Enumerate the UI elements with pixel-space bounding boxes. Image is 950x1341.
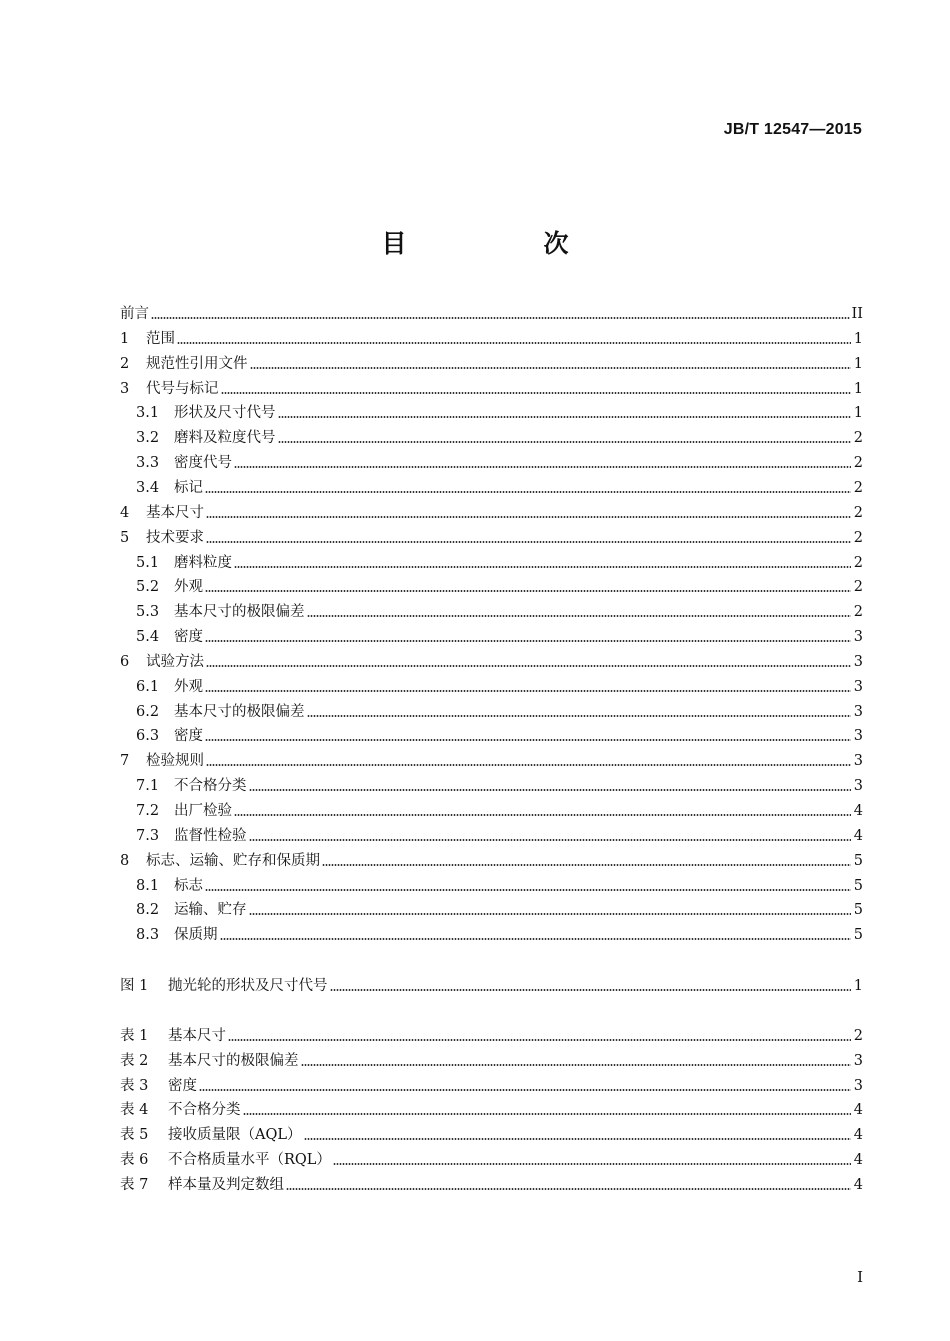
toc-entry[interactable] xyxy=(136,676,863,696)
entry-page-number: 3 xyxy=(853,704,863,720)
dot-leader xyxy=(205,640,851,642)
table-entry[interactable] xyxy=(120,1075,863,1095)
entry-title: 基本尺寸的极限偏差 xyxy=(168,1053,299,1069)
entry-page-number: 2 xyxy=(853,604,863,620)
entry-page-number: 5 xyxy=(853,853,863,869)
dot-leader xyxy=(278,416,852,418)
dot-leader xyxy=(301,1064,852,1066)
entry-page-number: 2 xyxy=(853,530,863,546)
entry-page-number: 3 xyxy=(853,778,863,794)
entry-title: 不合格质量水平（RQL） xyxy=(168,1152,331,1168)
entry-page-number: 4 xyxy=(853,803,863,819)
dot-leader xyxy=(206,516,851,518)
entry-page-number: 2 xyxy=(853,1028,863,1044)
entry-title: 技术要求 xyxy=(146,530,204,546)
dot-leader xyxy=(234,814,851,816)
dot-leader xyxy=(249,913,852,915)
toc-entry[interactable] xyxy=(136,800,863,820)
entry-title: 接收质量限（AQL） xyxy=(168,1127,302,1143)
dot-leader xyxy=(205,491,851,493)
toc-entry[interactable] xyxy=(136,552,863,572)
toc-entry[interactable] xyxy=(136,477,863,497)
entry-page-number: 3 xyxy=(853,679,863,695)
dot-leader xyxy=(278,441,852,443)
toc-entry[interactable] xyxy=(136,825,863,845)
entry-page-number: 3 xyxy=(853,1078,863,1094)
entry-title: 标记 xyxy=(174,480,203,496)
entry-number: 8.1 xyxy=(136,878,160,894)
entry-page-number: 2 xyxy=(853,480,863,496)
entry-title: 形状及尺寸代号 xyxy=(174,405,276,421)
entry-title: 基本尺寸 xyxy=(168,1028,226,1044)
entry-title: 基本尺寸的极限偏差 xyxy=(174,604,305,620)
dot-leader xyxy=(307,615,852,617)
toc-entry[interactable] xyxy=(136,701,863,721)
entry-number: 1 xyxy=(120,331,130,347)
entry-number: 6.1 xyxy=(136,679,160,695)
entry-title: 监督性检验 xyxy=(174,828,247,844)
toc-entry[interactable] xyxy=(136,427,863,447)
page-title: 目 次 xyxy=(381,229,625,258)
toc-entry[interactable] xyxy=(136,899,863,919)
entry-number: 表 5 xyxy=(120,1127,149,1143)
entry-title: 运输、贮存 xyxy=(174,902,247,918)
entry-title: 试验方法 xyxy=(146,654,204,670)
entry-page-number: 2 xyxy=(853,505,863,521)
dot-leader xyxy=(249,839,852,841)
standard-code: JB/T 12547—2015 xyxy=(723,121,862,138)
dot-leader xyxy=(206,541,851,543)
entry-number: 表 4 xyxy=(120,1102,149,1118)
entry-page-number: 2 xyxy=(853,579,863,595)
dot-leader xyxy=(333,1163,851,1165)
dot-leader xyxy=(228,1039,851,1041)
figure-entry[interactable] xyxy=(120,975,863,995)
entry-page-number: 2 xyxy=(853,455,863,471)
toc-entry[interactable] xyxy=(120,502,863,522)
entry-title: 规范性引用文件 xyxy=(146,356,248,372)
entry-title: 标志、运输、贮存和保质期 xyxy=(146,853,320,869)
entry-title: 密度 xyxy=(174,629,203,645)
entry-title: 基本尺寸 xyxy=(146,505,204,521)
entry-title: 磨料粒度 xyxy=(174,555,232,571)
entry-title: 不合格分类 xyxy=(168,1102,241,1118)
toc-entry[interactable] xyxy=(136,452,863,472)
toc-entry[interactable] xyxy=(136,601,863,621)
entry-title: 外观 xyxy=(174,679,203,695)
entry-page-number: 2 xyxy=(853,555,863,571)
entry-page-number: 5 xyxy=(853,878,863,894)
toc-entry[interactable] xyxy=(120,750,863,770)
entry-title: 抛光轮的形状及尺寸代号 xyxy=(168,978,328,994)
entry-page-number: 3 xyxy=(853,654,863,670)
entry-number: 5.4 xyxy=(136,629,160,645)
entry-title: 前言 xyxy=(120,306,149,322)
dot-leader xyxy=(286,1188,851,1190)
entry-number: 7 xyxy=(120,753,130,769)
entry-number: 8 xyxy=(120,853,130,869)
dot-leader xyxy=(221,392,852,394)
page-number: I xyxy=(857,1268,863,1286)
entry-number: 表 3 xyxy=(120,1078,149,1094)
dot-leader xyxy=(243,1113,852,1115)
entry-title: 检验规则 xyxy=(146,753,204,769)
entry-page-number: 2 xyxy=(853,430,863,446)
entry-number: 8.2 xyxy=(136,902,160,918)
toc-entry[interactable] xyxy=(136,924,863,944)
toc-entry[interactable] xyxy=(136,775,863,795)
entry-page-number: 4 xyxy=(853,828,863,844)
entry-number: 表 7 xyxy=(120,1177,149,1193)
table-entry[interactable] xyxy=(120,1099,863,1119)
entry-number: 3.1 xyxy=(136,405,160,421)
entry-page-number: 3 xyxy=(853,629,863,645)
entry-number: 4 xyxy=(120,505,130,521)
entry-title: 不合格分类 xyxy=(174,778,247,794)
dot-leader xyxy=(250,367,852,369)
entry-title: 磨料及粒度代号 xyxy=(174,430,276,446)
dot-leader xyxy=(322,864,851,866)
dot-leader xyxy=(307,715,852,717)
entry-number: 5.2 xyxy=(136,579,160,595)
entry-page-number: 5 xyxy=(853,902,863,918)
entry-number: 3 xyxy=(120,381,130,397)
entry-number: 2 xyxy=(120,356,130,372)
entry-page-number: 1 xyxy=(853,331,863,347)
entry-page-number: 3 xyxy=(853,728,863,744)
entry-number: 5.1 xyxy=(136,555,160,571)
toc-entry[interactable] xyxy=(120,378,863,398)
entry-page-number: 1 xyxy=(853,356,863,372)
entry-page-number: 1 xyxy=(853,978,863,994)
dot-leader xyxy=(206,665,851,667)
entry-title: 出厂检验 xyxy=(174,803,232,819)
toc-entry[interactable] xyxy=(136,725,863,745)
entry-page-number: 4 xyxy=(853,1152,863,1168)
entry-page-number: 5 xyxy=(853,927,863,943)
entry-page-number: II xyxy=(851,306,863,322)
dot-leader xyxy=(330,989,852,991)
entry-number: 6.2 xyxy=(136,704,160,720)
entry-title: 基本尺寸的极限偏差 xyxy=(174,704,305,720)
entry-number: 3.2 xyxy=(136,430,160,446)
entry-page-number: 3 xyxy=(853,753,863,769)
entry-number: 表 6 xyxy=(120,1152,149,1168)
entry-number: 表 1 xyxy=(120,1028,149,1044)
dot-leader xyxy=(249,789,852,791)
entry-title: 密度 xyxy=(168,1078,197,1094)
entry-number: 7.2 xyxy=(136,803,160,819)
dot-leader xyxy=(205,739,851,741)
entry-number: 8.3 xyxy=(136,927,160,943)
entry-number: 7.3 xyxy=(136,828,160,844)
table-entry[interactable] xyxy=(120,1050,863,1070)
dot-leader xyxy=(206,764,851,766)
toc-entry[interactable] xyxy=(120,850,863,870)
entry-number: 5.3 xyxy=(136,604,160,620)
dot-leader xyxy=(205,590,851,592)
entry-title: 保质期 xyxy=(174,927,218,943)
toc-entry[interactable] xyxy=(120,328,863,348)
toc-entry[interactable] xyxy=(120,353,863,373)
entry-number: 6.3 xyxy=(136,728,160,744)
toc-entry[interactable] xyxy=(136,576,863,596)
dot-leader xyxy=(177,342,851,344)
entry-title: 代号与标记 xyxy=(146,381,219,397)
table-entry[interactable] xyxy=(120,1124,863,1144)
toc-entry[interactable] xyxy=(120,303,863,323)
entry-title: 密度 xyxy=(174,728,203,744)
dot-leader xyxy=(205,690,851,692)
entry-number: 表 2 xyxy=(120,1053,149,1069)
entry-title: 范围 xyxy=(146,331,175,347)
entry-number: 6 xyxy=(120,654,130,670)
entry-number: 3.4 xyxy=(136,480,160,496)
entry-title: 标志 xyxy=(174,878,203,894)
toc-entry[interactable] xyxy=(120,651,863,671)
dot-leader xyxy=(304,1138,852,1140)
dot-leader xyxy=(205,889,851,891)
table-entry[interactable] xyxy=(120,1025,863,1045)
toc-entry[interactable] xyxy=(136,875,863,895)
dot-leader xyxy=(199,1089,851,1091)
entry-title: 密度代号 xyxy=(174,455,232,471)
toc-entry[interactable] xyxy=(136,626,863,646)
table-entry[interactable] xyxy=(120,1149,863,1169)
dot-leader xyxy=(151,317,850,319)
toc-entry[interactable] xyxy=(136,402,863,422)
entry-number: 图 1 xyxy=(120,978,149,994)
entry-number: 7.1 xyxy=(136,778,160,794)
entry-page-number: 3 xyxy=(853,1053,863,1069)
entry-page-number: 1 xyxy=(853,405,863,421)
entry-page-number: 1 xyxy=(853,381,863,397)
entry-number: 5 xyxy=(120,530,130,546)
dot-leader xyxy=(234,466,851,468)
entry-title: 样本量及判定数组 xyxy=(168,1177,284,1193)
entry-page-number: 4 xyxy=(853,1127,863,1143)
dot-leader xyxy=(220,938,852,940)
entry-number: 3.3 xyxy=(136,455,160,471)
toc-entry[interactable] xyxy=(120,527,863,547)
table-entry[interactable] xyxy=(120,1174,863,1194)
entry-page-number: 4 xyxy=(853,1102,863,1118)
entry-page-number: 4 xyxy=(853,1177,863,1193)
dot-leader xyxy=(234,566,851,568)
entry-title: 外观 xyxy=(174,579,203,595)
